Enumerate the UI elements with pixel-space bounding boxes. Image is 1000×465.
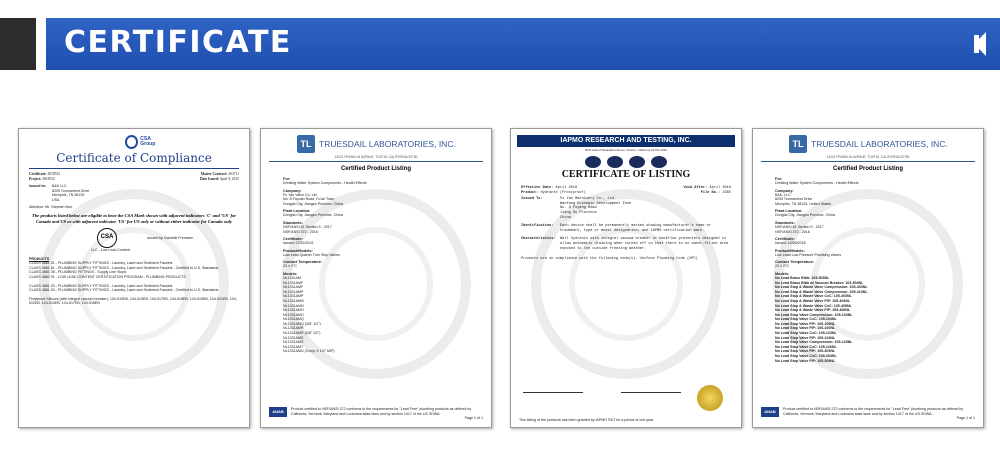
attention-line: Attention: Mr. Stephen Norr [29, 204, 73, 209]
model-item: No Lead Stop & Waste Valve Compression: 105-433NL [775, 285, 868, 290]
issued-to-line: 8205 Tournament Drive [51, 188, 90, 193]
model-item: No Lead Brass Bibb w/ Vacuum Breaker: 103-504NL [775, 280, 864, 285]
listing-title: Certified Product Listing [832, 166, 903, 172]
page-header [0, 18, 1000, 70]
issued-to-line: B&K LLC [51, 184, 67, 189]
listing-footer [269, 407, 483, 421]
for-label: For: [775, 177, 783, 181]
model-item: No Lead Stop Valve FIP: 105-105NL [775, 321, 836, 326]
certificate-truesdail-1[interactable] [260, 128, 492, 428]
issued-to-label: Issued to: [29, 184, 46, 189]
standards-label: Standards: [283, 220, 303, 225]
model-item: NL1331AMN [283, 303, 304, 308]
product-line: CLASS 4881 06 - PLUMBING FITTINGS - Supply Line Stops [29, 270, 127, 275]
models-label: Models: [775, 271, 790, 276]
issued-line: China [560, 215, 571, 220]
products-value: Low Lead Low Pressure Plumbing Valves [775, 252, 842, 257]
product-line: CLASS 4881 81 - PLUMBING SUPPLY FITTINGS - Laundry, Lawn and Sediment Faucets - Certified to U.S. Standards [29, 265, 219, 270]
file-value: 2385 [722, 190, 731, 195]
csa-mark-icon: CSA [97, 228, 117, 248]
model-item: NL1331AMS [283, 335, 304, 340]
standards-label: Standards: [775, 220, 795, 225]
model-item: NL1331AMF [283, 280, 304, 285]
company-line: Dongtai City, Jiangsu Province, China [283, 201, 344, 206]
listing-title: Certified Product Listing [340, 166, 411, 172]
divider [29, 168, 239, 169]
void-value: April 2019 [709, 186, 731, 190]
csa-logo-text: CSA Group [140, 136, 156, 147]
model-item: NL1331AMR (3/8" 1/2") [283, 331, 321, 336]
model-item: NL1331AMO [283, 308, 304, 313]
cert-label: Certificate: [775, 237, 795, 242]
model-item: NL1331AMP [283, 294, 304, 299]
model-item: NL1331AMO [283, 312, 304, 317]
model-item: No Lead Stop Valve CxC: 105-104NL [775, 317, 837, 322]
product-value: Hydrants (Frostproof) [540, 190, 586, 195]
cert-value: Issued: 12/06/2018 [775, 241, 806, 246]
company-line: B&K, LLC [775, 192, 791, 197]
master-label: Master Contract: [200, 172, 228, 176]
certificate-value: 2818552 [47, 172, 61, 176]
certificate-truesdail-2[interactable] [752, 128, 984, 428]
model-item: No Lead Stop Valve Compression: 105-103NL [775, 312, 853, 317]
products-heading: PRODUCTS [29, 256, 50, 261]
iapmo-header: IAPMO RESEARCH AND TESTING, INC. [517, 135, 735, 147]
model-item: No Lead Brass Bibb: 103-503NL [775, 275, 830, 280]
product-label: Product: [521, 190, 539, 195]
models-list [775, 276, 961, 363]
plant-label: Plant Location: [775, 209, 803, 214]
temp-value: 23 ± 2°C [283, 264, 297, 269]
model-item: NL1331AMT [283, 344, 304, 349]
cert-value: Issued: 07/11/2019 [283, 241, 314, 246]
lab-address: 14201 FRANKLIN AVENUE, TUSTIN, CALIFORNIA 92780 [826, 155, 910, 159]
model-item: No Lead Stop Valve CxC: 105-123NL [775, 331, 837, 336]
standard-line: NSF/ANSI 372 - 2016 [775, 229, 810, 234]
company-label: Company: [283, 188, 302, 193]
model-item: No Lead Stop Valve FIP: 105-305NL [775, 358, 836, 363]
certificate-csa[interactable] [18, 128, 250, 428]
for-value: Drinking Water System Components - Health Effects [283, 181, 367, 185]
certificate-title: Certificate of Compliance [56, 151, 212, 165]
model-item: NL1331AMR [283, 326, 304, 331]
date-value: April 9, 2015 [219, 176, 239, 181]
product-line: CLASS 4881 01 - PLUMBING SUPPLY FITTINGS - Laundry, Lawn and Sediment Faucets [29, 261, 173, 266]
issued-by: Issued by: Danielle Frenssen [147, 235, 194, 240]
footer-text: Product certified to NSF/ANSI 372 conforms to the requirements for "Lead Free" plumbing products as defined by California, Vermont, Maryland and Louisiana state laws and by section 1417 of the US SDWA. [783, 407, 964, 416]
for-value: Drinking Water System Components - Health Effects [775, 181, 859, 185]
models-label: Models: [283, 271, 298, 276]
listing-footer [761, 407, 975, 421]
plant-value: Dongtai City, Jiangsu Province, China [283, 213, 344, 218]
page-title: CERTIFICATE [64, 25, 292, 60]
model-item: No Lead Stop Valve Compression: 105-125NL [775, 340, 853, 345]
csa-logo-icon [125, 135, 138, 149]
plant-label: Plant Location: [283, 209, 311, 214]
model-item: No Lead Stop Valve FIP: 105-303NL [775, 349, 836, 354]
code-note: Products are in compliance with the following code(s): Uniform Plumbing Code (UPC) [521, 257, 698, 262]
lab-name: TRUESDAIL LABORATORIES, INC. [319, 139, 456, 149]
issued-line: Jiang Su Province [560, 210, 597, 215]
divider [761, 161, 975, 162]
model-item: NL1331AMQ [283, 317, 304, 322]
issued-line: Fu Yan Machinery Co., Ltd. [560, 197, 617, 202]
product-line: CLASS 4881 83 - PLUMBING SUPPLY FITTINGS - Laundry, Lawn and Sediment Faucets - Certified to U.S. Standards [29, 288, 219, 293]
temp-value: 23 ± 2°C [775, 264, 789, 269]
lab-name: TRUESDAIL LABORATORIES, INC. [811, 139, 948, 149]
truesdail-logo-icon: TL [297, 135, 315, 153]
issued-to-line: USA [51, 197, 60, 202]
standard-line: NSF/ANSI 61 Section 9 - 2017 [775, 224, 824, 229]
model-item: No Lead Stop & Waste Valve FIP: 105-406NL [775, 308, 851, 313]
temp-label: Contact Temperature: [283, 260, 323, 265]
issued-line: Wanfang Economic Development Zone [560, 201, 632, 206]
model-item: No Lead Stop & Waste Valve CxC: 105-405NL [775, 303, 852, 308]
product-line: CLASS 4881 03 - PLUMBING SUPPLY FITTINGS - Laundry, Lawn and Sediment Faucets [29, 283, 173, 288]
model-item: No Lead Stop Valve CxC: 105-126NL [775, 344, 837, 349]
product-line: CLASS 4882 01 - LOW LEAD CONTENT CERTIFICATION PROGRAM - PLUMBING PRODUCTS [29, 274, 186, 279]
ident-value: Each device shall be permanently marked showing manufacturer's name or trademark, type or model designation, and IAPMO certification mark. [560, 224, 711, 233]
model-item: NL1331AMQ (3/8" 1/2") [283, 321, 321, 326]
company-label: Company: [775, 188, 794, 193]
tm-logo-icon [651, 156, 667, 168]
void-label: Void After: [683, 186, 708, 190]
footer-text: This listing of the products has been granted by IAPMO R&T for a period of one year. [519, 418, 655, 423]
plant-value: Dongtai City, Jiangsu Province, China [775, 213, 836, 218]
standard-line: NSF/ANSI 61 Section 9 - 2017 [283, 224, 332, 229]
issued-to-line: Memphis, TN 38125 [51, 193, 85, 198]
date-label: Date Issued: [199, 176, 220, 181]
issued-line: No. 8 Fuyang Road [560, 206, 597, 211]
effective-value: April 2018 [555, 186, 578, 190]
iapmo-logos [511, 156, 741, 168]
anab-logo-icon: ANAB [269, 407, 287, 417]
compliance-statement: The products listed below are eligible to bear the CSA Mark shown with adjacent indicators 'C' and 'US' for Canada and US or with adjacent indicator 'US' for US only or without either indicator for Canada only [31, 213, 237, 224]
products-label: Product/Models: [283, 248, 313, 253]
issued-label: Issued To: [521, 197, 543, 202]
iapmo-logo-icon [629, 156, 645, 168]
char-label: Characteristics: [521, 237, 556, 242]
model-item: No Lead Stop Valve FIP: 105-106NL [775, 326, 836, 331]
ident-label: Identification: [521, 224, 554, 229]
project-label: Project: [29, 176, 42, 181]
for-label: For: [283, 177, 291, 181]
model-item: NL1331AM [283, 275, 301, 280]
certificate-label: Certificate: [29, 172, 47, 176]
upc-logo-icon [585, 156, 601, 168]
footnote: Frostproof Sillcock (with integral vacuum breaker), 104-513EB, 104-513EB, 104-517EB, 104-518EB, 104-519EB, 104-521EB, 104-512EB, 104-513EB, 104-517EB, 104-518EB [29, 296, 237, 306]
ansi-logo-icon [607, 156, 623, 168]
standard-line: NSF/ANSI 372 - 2016 [283, 229, 318, 234]
model-item: NL1331AMN [283, 298, 304, 303]
page-number: Page 1 of 1 [956, 416, 975, 421]
company-line: No. 8 Fuyuan Road, Fu'an Town [283, 197, 335, 202]
model-item: No Lead Stop & Waste Valve FIP: 105-404NL [775, 298, 851, 303]
page-number: Page 1 of 1 [464, 416, 483, 421]
model-item: No Lead Stop & Waste Valve CxC: 105-403NL [775, 294, 852, 299]
truesdail-logo-icon: TL [789, 135, 807, 153]
effective-label: Effective Date: [521, 186, 554, 190]
models-list [283, 276, 469, 354]
certificate-iapmo[interactable] [510, 128, 742, 428]
iapmo-address: 5001 East Philadelphia Street, Ontario, California 91761-2816 [584, 148, 668, 152]
anab-logo-icon: ANAB [761, 407, 779, 417]
csa-logo [125, 135, 165, 149]
signature-2 [621, 383, 681, 393]
products-label: Product/Models: [775, 248, 805, 253]
mark-caption: LLC - Low Lead Content [91, 247, 130, 252]
model-item: NL1331AMP [283, 289, 304, 294]
file-label: File No.: [700, 190, 721, 195]
model-item: No Lead Stop Valve FIP: 105-124NL [775, 335, 836, 340]
model-item: NL1331AMS [283, 340, 304, 345]
model-item: NL1331AMU (Comp X 1/2" MIP) [283, 349, 335, 354]
model-item: No Lead Stop & Waste Valve Compression: 105-413NL [775, 289, 868, 294]
lab-address: 14201 FRANKLIN AVENUE, TUSTIN, CALIFORNIA 92780 [334, 155, 418, 159]
products-value: Low Lead Quarter Turn Stop Valves [283, 252, 340, 257]
model-item: No Lead Stop Valve CxC: 105-304NL [775, 354, 837, 359]
model-item: NL1331AMF [283, 285, 304, 290]
divider [269, 161, 483, 162]
char-value: Wall hydrants with integral vacuum breaker or backflow preventers designed to allow automatic draining when turned off so that there is no water-filled area exposed to the outside freezing weather. [560, 237, 729, 251]
gold-seal-icon [697, 385, 723, 411]
back-arrow-icon[interactable] [974, 32, 986, 56]
listing-title: CERTIFICATE OF LISTING [561, 169, 691, 180]
header-dark-block [0, 18, 36, 70]
company-line: Memphis, TN 38125, United States [775, 201, 831, 206]
company-line: Fu Yan Valve Co. Ltd. [283, 192, 318, 197]
footer-text: Product certified to NSF/ANSI 372 conforms to the requirements for "Lead Free" plumbing products as defined by California, Vermont, Maryland and Louisiana state laws and by section 1417 of the US SDWA. [291, 407, 472, 416]
project-value: 2818552 [42, 176, 55, 181]
cert-label: Certificate: [283, 237, 303, 242]
master-value: 263711 [228, 172, 239, 176]
company-line: 8205 Tournament Drive [775, 197, 813, 202]
signature-1 [523, 383, 583, 393]
temp-label: Contact Temperature: [775, 260, 815, 265]
